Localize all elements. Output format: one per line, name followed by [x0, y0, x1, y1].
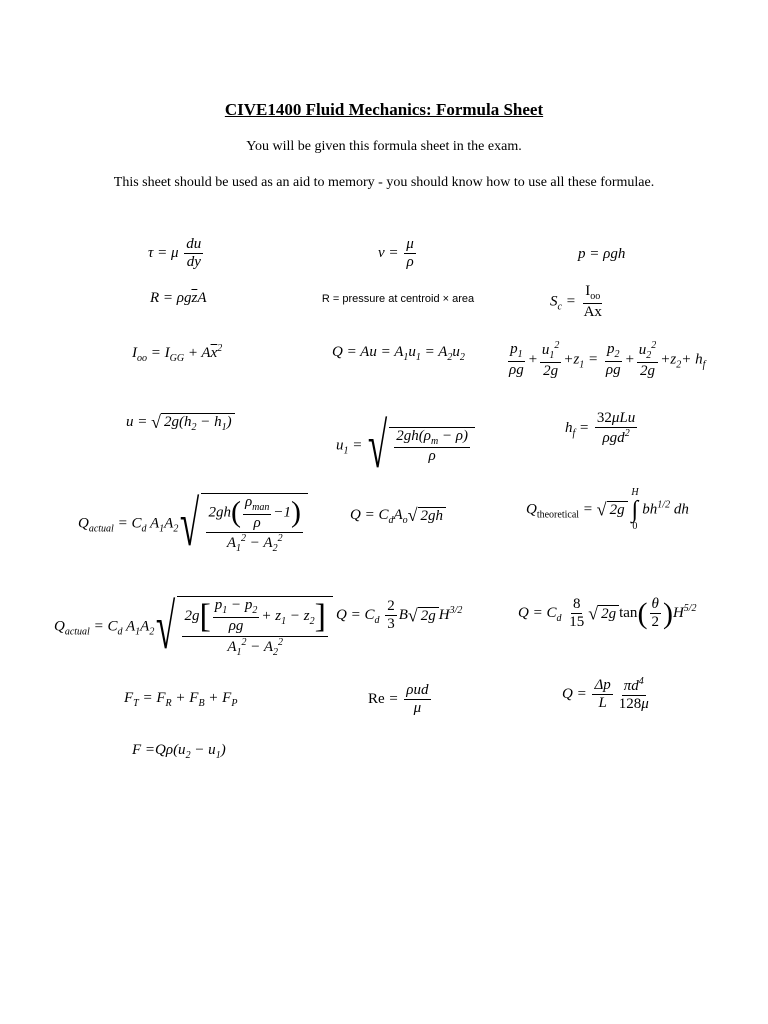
formula-reynolds-number: Re = ρud μ [368, 682, 429, 717]
formula-shear-stress: τ = μ $\frac{du}{dy}$ [148, 236, 202, 271]
formula-theoretical-weir: $Q_{theoretical}$ = √ 2g H ∫ 0 $bh^{1/2}$ dh [526, 487, 689, 532]
formula-v-notch-weir: $Q = C_d$ $\frac{8}{15}$ √ 2g tan( $\frac{\theta}{2}$ )$H^{5/2}$ [518, 596, 697, 631]
formula-rectangular-weir: $Q = C_d$ $\frac{2}{3}$ B√ 2g $H^{3/2}$ [336, 598, 463, 633]
formula-resultant-force: $R = \rho g\overline{z}A$ [150, 290, 207, 306]
formula-head-loss: $h_f$ = 32μLu ρgd$^2$ [565, 410, 636, 447]
formula-orifice-discharge: $Q = C_dA_o√$ 2gh [350, 505, 446, 526]
formula-centre-of-pressure: $S_c$ = $I_{oo}$ $A\overline{x}$ [550, 283, 602, 320]
formula-manometer-velocity: $u_1$ = √ $\frac{2gh(\rho_m - \rho)}{\rho}$ [336, 414, 475, 478]
page-title: CIVE1400 Fluid Mechanics: Formula Sheet [224, 100, 544, 119]
formula-continuity: $Q = Au = A_1u_1 = A_2u_2$ [332, 344, 465, 363]
formula-momentum-force: $F =Q\rho(u_2 - u_1)$ [132, 742, 226, 761]
intro-text-exam: You will be given this formula sheet in the exam. [246, 139, 522, 154]
formula-kinematic-viscosity: ν = $\frac{\mu}{\rho}$ [378, 236, 414, 271]
note-pressure-centroid: R = pressure at centroid × area [321, 293, 475, 305]
intro-text-memory-aid: This sheet should be used as an aid to memory - you should know how to use all these formulae. [113, 175, 655, 190]
formula-venturi-discharge-manometer: $Q_{actual} = C_d$ $A_1A_2√$ 2gh( $\rho_{man}$ ρ −1) $A_1^2 - A_2^2$ [78, 492, 308, 556]
formula-hydrostatic-pressure: p = ρgh [578, 246, 626, 262]
formula-total-force: $F_T = F_R + F_B + F_P$ [124, 690, 238, 709]
formula-pitot-velocity: u = √ $2g(h_2 - h_1)$ [126, 412, 235, 433]
formula-hagen-poiseuille: Q = $\frac{\Delta p}{L}$ $\frac{\pi d^4}{128\mu}$ [562, 676, 649, 713]
formula-bernoulli: $\frac{p_1}{\rho g}$ + $\frac{u_1^2}{2g}$ $+z_1$ = $\frac{p_2}{\rho g}$ + $\frac{u_2^2}{2g}$ $+z_2+ h_f$ [509, 340, 706, 379]
formula-parallel-axis: $I_{oo} = I_{GG} + A\overline{x}^2$ [132, 343, 223, 364]
formula-venturi-discharge-pressure: $Q_{actual} = C_d$ $A_1A_2√$ 2g[ $\frac{p_1 - p_2}{\rho g}$ + $z_1 - z_2$] $A_1^2 - A_2^2$ [54, 595, 333, 659]
